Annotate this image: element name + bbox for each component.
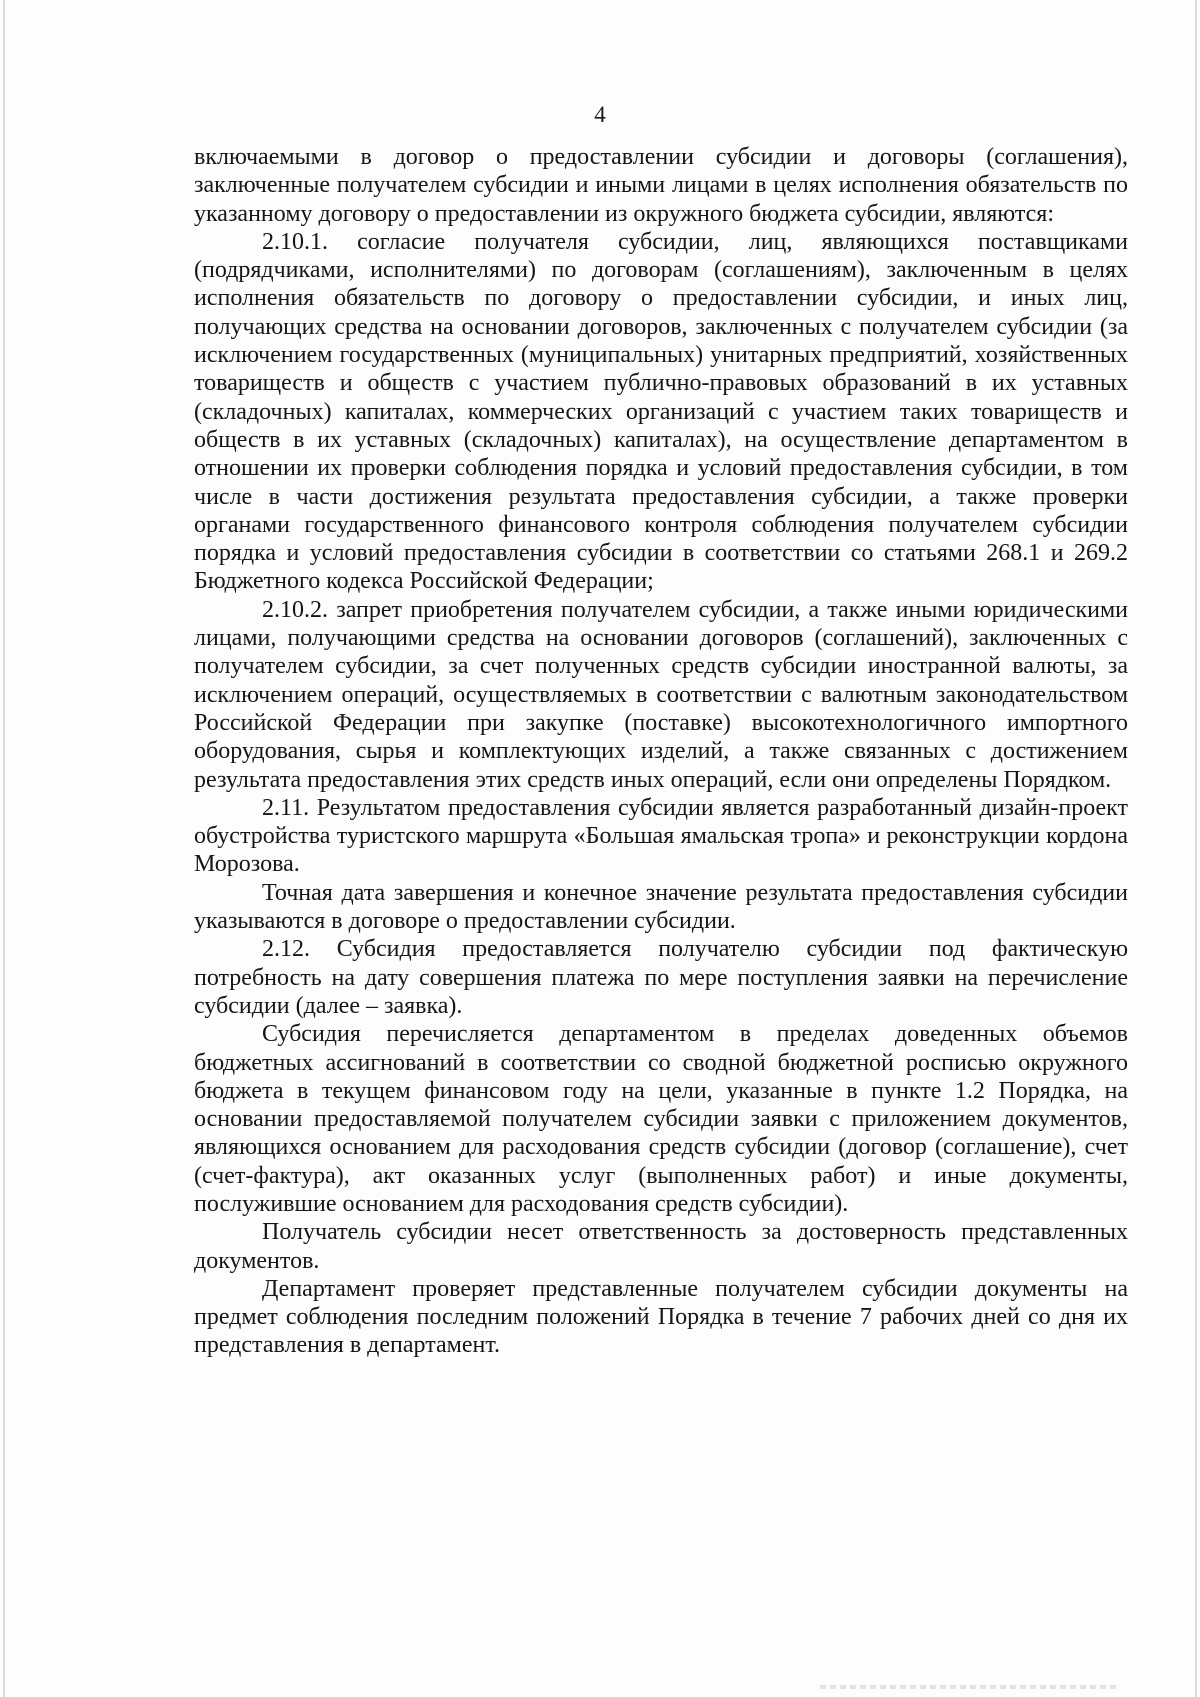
- scan-edge-right: [1195, 0, 1197, 1697]
- paragraph-continuation: включаемыми в договор о предоставлении субсидии и договоры (соглашения), заключенные получателем субсидии и иными лицами в целях исполнения обязательств по указанному договору о предоставлении из окружного бюджета субсидии, являются:: [194, 144, 1128, 227]
- scan-artifact: [820, 1685, 1120, 1689]
- paragraph-2-12: 2.12. Субсидия предоставляется получателю субсидии под фактическую потребность на дату совершения платежа по мере поступления заявки на перечисление субсидии (далее – заявка).: [194, 936, 1128, 1019]
- paragraph-2-11: 2.11. Результатом предоставления субсидии является разработанный дизайн-проект обустройства туристского маршрута «Большая ямальская тропа» и реконструкции кордона Морозова.: [194, 794, 1128, 878]
- paragraph-2-10-2: 2.10.2. запрет приобретения получателем субсидии, а также иными юридическими лицами, получающими средства на основании договоров (соглашений), заключенных с получателем субсидии, за счет полученных средств субсидии иностранной валюты, за исключением операций, осуществляемых в соответствии с валютным законодательством Российской Федерации при закупке (поставке) высокотехнологичного импортного оборудования, сырья и комплектующих изделий, а также связанных с достижением результата предоставления этих средств иных операций, если они определены Порядком.: [194, 596, 1128, 793]
- paragraph-verification: Департамент проверяет представленные получателем субсидии документы на предмет соблюдения последним положений Порядка в течение 7 рабочих дней со дня их представления в департамент.: [194, 1275, 1128, 1359]
- paragraph-transfer: Субсидия перечисляется департаментом в пределах доведенных объемов бюджетных ассигнований в соответствии со сводной бюджетной росписью окружного бюджета в текущем финансовом году на цели, указанные в пункте 1.2 Порядка, на основании предоставляемой получателем субсидии заявки с приложением документов, являющихся основанием для расходования средств субсидии (договор (соглашение), счет (счет-фактура), акт оказанных услуг (выполненных работ) и иные документы, послужившие основанием для расходования средств субсидии).: [194, 1021, 1128, 1217]
- paragraph-2-10-1: 2.10.1. согласие получателя субсидии, лиц, являющихся поставщиками (подрядчиками, исполнителями) по договорам (соглашениям), заключенным в целях исполнения обязательств по договору о предоставлении субсидии, и иных лиц, получающих средства на основании договоров, заключенных с получателем субсидии (за исключением государственных (муниципальных) унитарных предприятий, хозяйственных товариществ и обществ с участием публично-правовых образований в их уставных (складочных) капиталах, коммерческих организаций с участием таких товариществ и обществ в их уставных (складочных) капиталах), на осуществление департаментом в отношении их проверки соблюдения порядка и условий предоставления субсидии, в том числе в части достижения результата предоставления субсидии, а также проверки органами государственного финансового контроля соблюдения получателем субсидии порядка и условий предоставления субсидии в соответствии со статьями 268.1 и 269.2 Бюджетного кодекса Российской Федерации;: [194, 228, 1128, 595]
- page-number: 4: [594, 102, 606, 127]
- paragraph-result-date: Точная дата завершения и конечное значение результата предоставления субсидии указываются в договоре о предоставлении субсидии.: [194, 879, 1128, 935]
- scan-edge-left: [3, 0, 5, 1697]
- document-body: [194, 143, 1128, 1360]
- paragraph-responsibility: Получатель субсидии несет ответственность за достоверность представленных документов.: [194, 1219, 1128, 1274]
